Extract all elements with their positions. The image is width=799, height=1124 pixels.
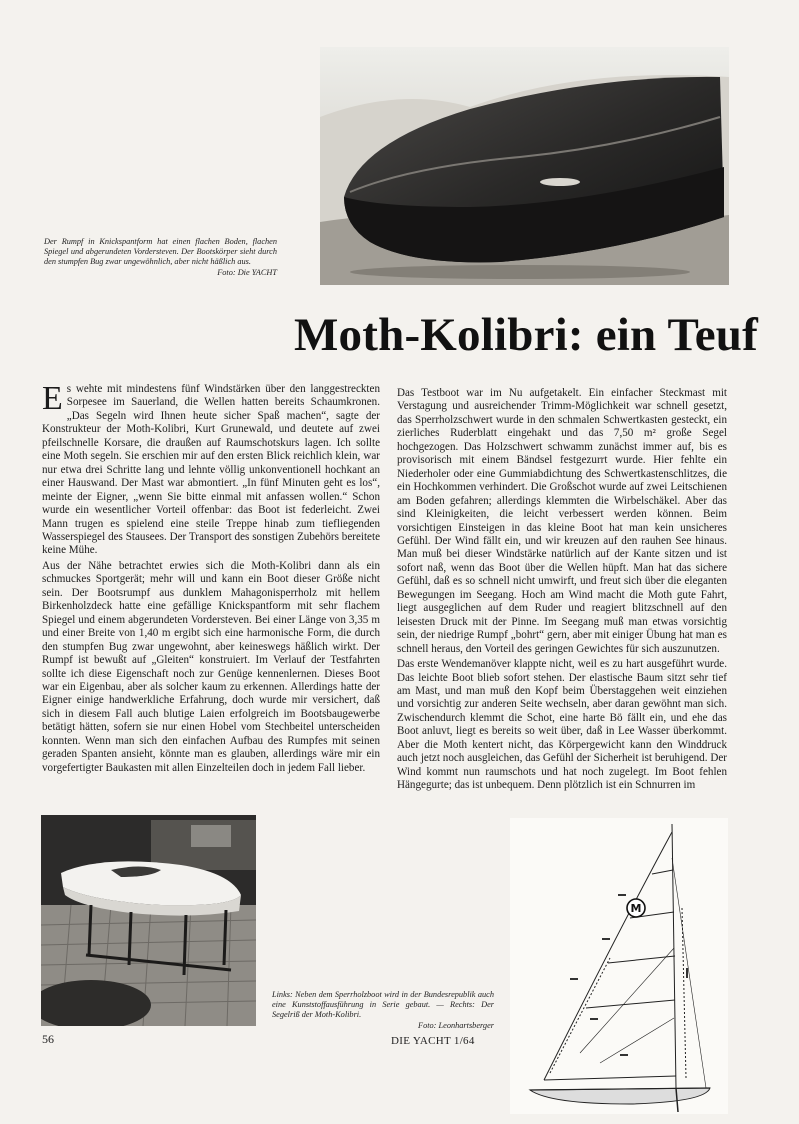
sail-emblem-letter: M	[630, 902, 642, 915]
bottom-caption	[272, 990, 494, 1031]
bottom-caption-credit: Foto: Leonhartsberger	[418, 1020, 494, 1030]
right-paragraph-2: Das erste Wendemanöver klappte nicht, weil es zu hart ausgeführt wurde. Das leichte Boot blieb sofort stehen. Der elastische Baum sitzt sehr tief am Mast, und man muß den Kopf beim Überstaggehen weit einziehen und vorsichtig zur anderen Seite wechseln, aber daran gewöhnt man sich. Zwischendurch klemmt die Schot, eine harte Bö fällt ein, und ehe das Boot anluvt, liegt es bereits so weit über, daß in Lee Wasser überkommt. Aber die Moth kentert nicht, das Körpergewicht kann den Winddruck auch jetzt noch ausgleichen, das Gefühl der Sicherheit ist beruhigend. Der Wind kommt nun raumschots und hat noch zugelegt. Im Boot fehlen Hängegurte; das ist unbequem. Denn plötzlich ist ein Schnurren im	[397, 658, 727, 792]
article-column-right	[397, 387, 727, 793]
boat-on-stand-illustration	[41, 815, 256, 1026]
left-paragraph-2: Aus der Nähe betrachtet erwies sich die Moth-Kolibri dann als ein schmuckes Sportgerät; mehr will und kann ein Boot dieser Größe nicht sein. Der Bootsrumpf aus dunklem Mahagonisperrholz mit hellem Birkenholzdeck hatte eine gefällige Knickspantform mit sehr flachem Spiegel und einem abgerundeten Vordersteven. Bei einer Länge von 3,35 m und einer Breite von 1,40 m ergibt sich eine harmonische Form, die durch den stumpfen Bug zwar ungewohnt, aber keineswegs häßlich wirkt. Der Rumpf ist bewußt auf „Gleiten“ konstruiert. Im Verlauf der Testfahrten sollte ich diese Eigenschaft noch zur Genüge kennenlernen. Dieses Boot war ein Eigenbau, aber als solcher kaum zu erkennen. Allerdings hatte der Eigner einige handwerkliche Erfahrung, doch wurde mir versichert, daß sich in diesem Fall auch blutige Laien erfolgreich im Bootsbaugewerbe betätigt hätten, sofern sie nur einen Hobel vom Stechbeitel unterscheiden konnten. Wenn man sich den einfachen Aufbau des Rumpfes mit seinen geraden Spanten ansieht, könnte man es glauben, allerdings wäre mir ein vorgefertigter Baukasten mit allen Einzelteilen doch in jedem Fall lieber.	[42, 559, 380, 774]
page-number: 56	[42, 1032, 54, 1046]
left-paragraph-1	[42, 380, 380, 558]
hull-photo-caption-text: Der Rumpf in Knickspantform hat einen flachen Boden, flachen Spiegel und abgerundeten Vordersteven. Der Bootskörper sieht durch den stumpfen Bug zwar ungewöhnlich, aber nicht häßlich aus.	[44, 237, 277, 267]
bottom-caption-text: Links: Neben dem Sperrholzboot wird in der Bundesrepublik auch eine Kunststoffausführung in Serie gebaut. — Rechts: Der Segelriß der Moth-Kolibri.	[272, 990, 494, 1020]
hull-photo	[320, 47, 729, 285]
left-paragraph-1-text: s wehte mit mindestens fünf Windstärken über den langgestreckten Sorpesee im Sauerland, die Wellen hatten bereits Schaumkronen. „Das Segeln wird Ihnen heute sicher Spaß machen“, sagte der Konstrukteur der Moth-Kolibri, Kurt Grunewald, und deutete auf zwei pfeilschnelle Korsare, die draußen auf Raumschotskurs lagen. Ich sollte eine Moth segeln. Sie erschien mir auf den ersten Blick reichlich klein, war nur etwa drei Schritte lang und lehnte völlig unkonventionell hochkant an einer Hauswand. Der Mast war abmontiert. „In fünf Minuten geht es los“, meinte der Eigner, „wenn Sie bitte einmal mit anfassen wollen.“ Schon wurde ein wesentlicher Vorteil offenbar: das Boot ist federleicht. Zwei Mann trugen es spielend eine steile Treppe hinab zum tiefliegenden Wasserspiegel des Stausees. Der Transport des sonstigen Zubehörs bereitete keine Mühe.	[42, 383, 380, 557]
boat-on-stand-photo	[41, 815, 256, 1026]
article-column-left	[42, 380, 380, 775]
headline: Moth-Kolibri: ein Teuf	[294, 309, 758, 361]
hull-photo-caption	[44, 237, 277, 278]
sail-plan-illustration	[510, 818, 728, 1114]
hull-photo-credit: Foto: Die YACHT	[217, 267, 277, 277]
right-paragraph-1: Das Testboot war im Nu aufgetakelt. Ein einfacher Steckmast mit Verstagung und ausreichender Trimm-Möglichkeit war schnell gesetzt, das Sperrholzschwert wurde in den schmalen Schwertkasten gesteckt, ein zierliches Ruderblatt eingehakt und das 7,50 m² große Segel hochgezogen. Das Holzschwert schwamm zunächst immer auf, bis es provisorisch mit einem Bändsel festgezurrt wurde. Hier fehlte ein Niederholer oder eine Gummiabdichtung des Schwertkastenschlitzes, die ein Hochkommen verhindert. Die Großschot wurde auf zwei Leitschienen am Boden gefahren; allerdings klemmten die Wirbelschäkel. Aber das sind Kleinigkeiten, die leicht verbessert werden können. Beim vorsichtigen Einsteigen in das kleine Boot hat man kein unsicheres Gefühl. Der Wind fällt ein, und wir kreuzen auf den rauhen See hinaus. Man muß bei dieser Windstärke natürlich auf der Kante sitzen und ist sofort naß, wenn das Boot über die Wellen hüpft. Man hat das sichere Gefühl, daß es so schnell nicht umwirft, und freut sich über die eleganten Bewegungen im Seegang. Hoch am Wind macht die Moth gute Fahrt, liegt ausgeglichen auf dem Ruder und reagiert blitzschnell auf den leisesten Druck mit der Pinne. Im Seegang muß man etwas vorsichtig sein, der niedrige Rumpf „bohrt“ gern, aber mit einiger Übung hat man es schnell heraus, den Vorteil des geringen Gewichtes für sich auszunutzen.	[397, 387, 727, 655]
dropcap: E	[42, 380, 63, 417]
hull-photo-illustration	[320, 47, 729, 285]
magazine-folio: DIE YACHT 1/64	[391, 1035, 475, 1047]
sail-plan-drawing	[510, 818, 728, 1114]
